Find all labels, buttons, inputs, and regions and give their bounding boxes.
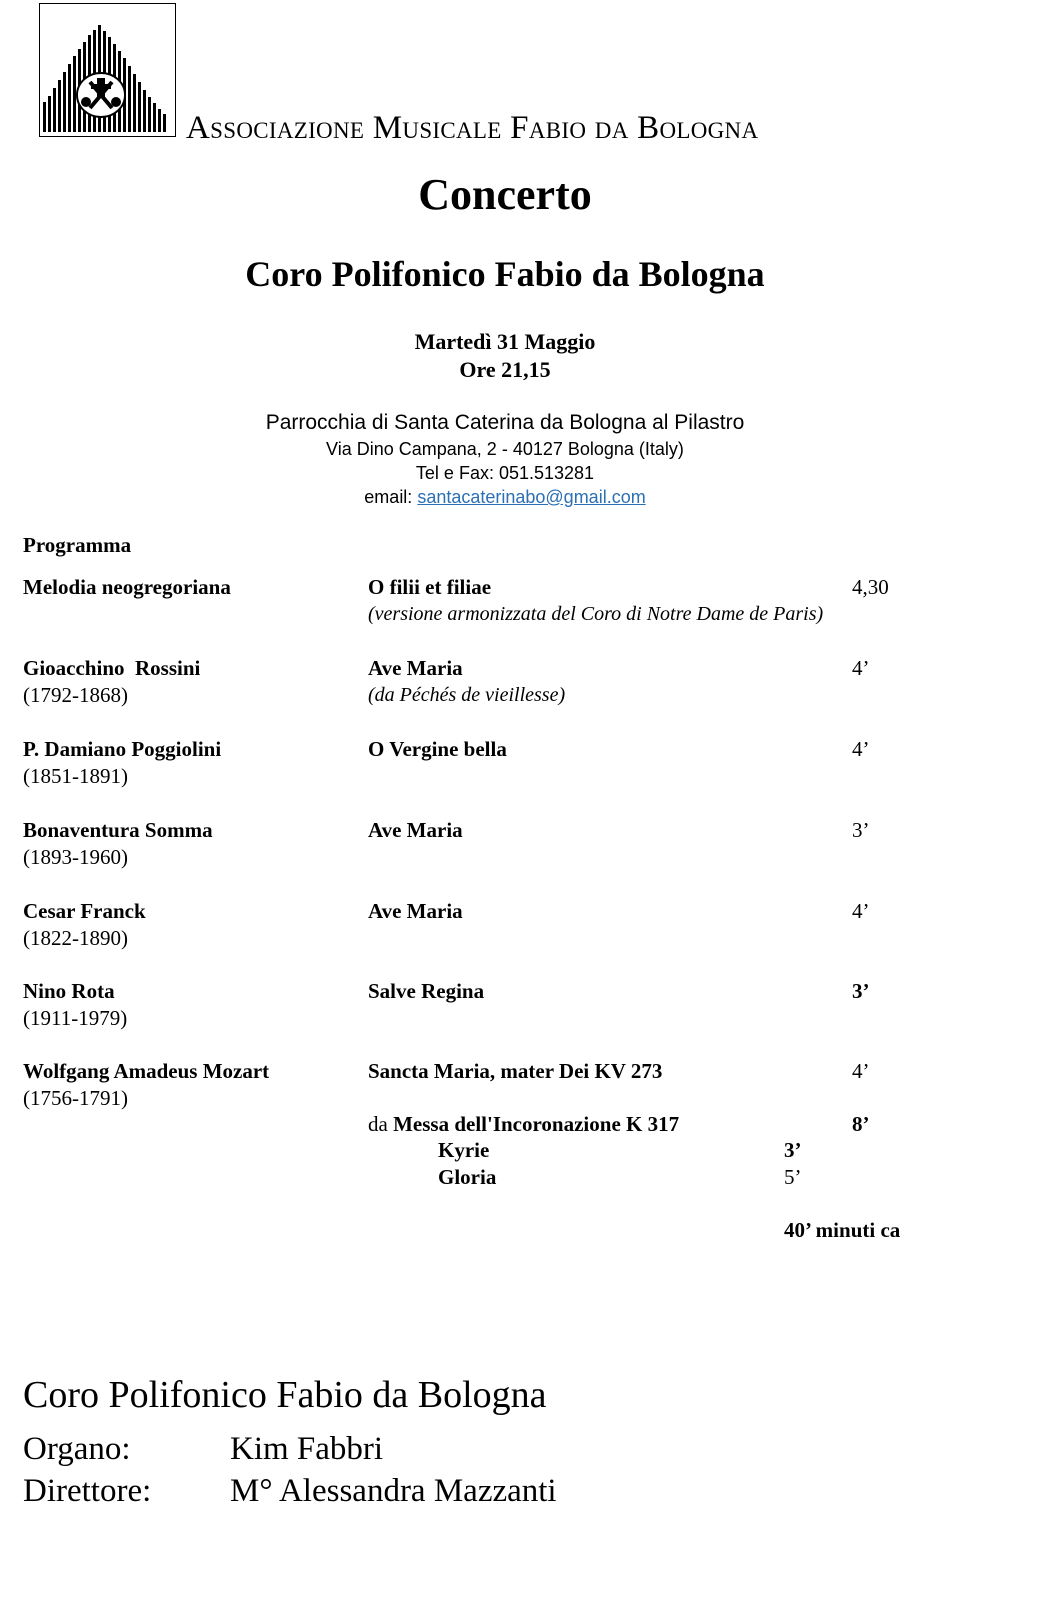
work-title: Salve Regina <box>368 979 485 1003</box>
mass-part-duration: 5’ <box>784 1165 802 1189</box>
organist-name: Kim Fabbri <box>230 1431 384 1467</box>
work-note: (da Péchés de vieillesse) <box>368 684 566 706</box>
mass-part-name: Gloria <box>438 1165 497 1189</box>
work-note: (versione armonizzata del Coro di Notre Dame de Paris) <box>368 603 824 625</box>
work-duration: 3’ <box>852 979 870 1003</box>
concert-time: Ore 21,15 <box>459 357 551 382</box>
credits-title: Coro Polifonico Fabio da Bologna <box>23 1374 547 1416</box>
work-title: Ave Maria <box>368 818 463 842</box>
work-title: O filii et filiae <box>368 575 492 599</box>
organ-pipes-icon <box>40 4 174 135</box>
composer-years: (1911-1979) <box>23 1006 128 1030</box>
association-name: Associazione Musicale Fabio da Bologna <box>186 110 759 146</box>
director-name: M° Alessandra Mazzanti <box>230 1473 557 1509</box>
composer-name: Cesar Franck <box>23 899 146 923</box>
composer-years: (1822-1890) <box>23 926 128 950</box>
composer-years: (1893-1960) <box>23 845 128 869</box>
work-title: Ave Maria <box>368 899 463 923</box>
association-logo <box>39 3 176 137</box>
venue-email-line <box>0 486 1010 509</box>
mass-part-name: Kyrie <box>438 1138 490 1162</box>
director-label: Direttore: <box>23 1473 152 1509</box>
composer-name: Gioacchino Rossini <box>23 656 201 680</box>
composer-name: Nino Rota <box>23 979 115 1003</box>
composer-name: Bonaventura Somma <box>23 818 213 842</box>
mass-duration: 8’ <box>852 1112 870 1136</box>
composer-years: (1792-1868) <box>23 683 128 707</box>
work-duration: 4,30 <box>852 575 889 599</box>
mass-part-duration: 3’ <box>784 1138 802 1162</box>
concert-title: Concerto <box>418 170 592 219</box>
concert-date: Martedì 31 Maggio <box>414 329 596 354</box>
venue-address: Via Dino Campana, 2 - 40127 Bologna (Italy) <box>326 439 684 459</box>
composer-name: Wolfgang Amadeus Mozart <box>23 1059 270 1083</box>
organ-label: Organo: <box>23 1431 131 1467</box>
work-duration: 4’ <box>852 899 870 923</box>
total-duration: 40’ minuti ca <box>784 1218 901 1242</box>
work-title: Sancta Maria, mater Dei KV 273 <box>368 1059 663 1083</box>
work-duration: 4’ <box>852 1059 870 1083</box>
work-title: O Vergine bella <box>368 737 507 761</box>
venue-phone: Tel e Fax: 051.513281 <box>415 463 595 483</box>
composer-years: (1851-1891) <box>23 764 128 788</box>
work-duration: 4’ <box>852 737 870 761</box>
composer-years: (1756-1791) <box>23 1086 128 1110</box>
composer-name: Melodia neogregoriana <box>23 575 231 599</box>
work-duration: 3’ <box>852 818 870 842</box>
composer-name: P. Damiano Poggiolini <box>23 737 222 761</box>
mass-title: Messa dell'Incoronazione K 317 <box>393 1112 680 1136</box>
mass-prefix: da <box>368 1112 394 1136</box>
mass-title-line <box>368 1111 679 1138</box>
venue-name: Parrocchia di Santa Caterina da Bologna al Pilastro <box>265 411 745 434</box>
work-duration: 4’ <box>852 656 870 680</box>
program-heading: Programma <box>23 533 132 557</box>
work-title: Ave Maria <box>368 656 463 680</box>
choir-title: Coro Polifonico Fabio da Bologna <box>245 254 765 294</box>
email-label: email: <box>364 487 418 507</box>
email-link[interactable]: santacaterinabo@gmail.com <box>417 487 646 507</box>
